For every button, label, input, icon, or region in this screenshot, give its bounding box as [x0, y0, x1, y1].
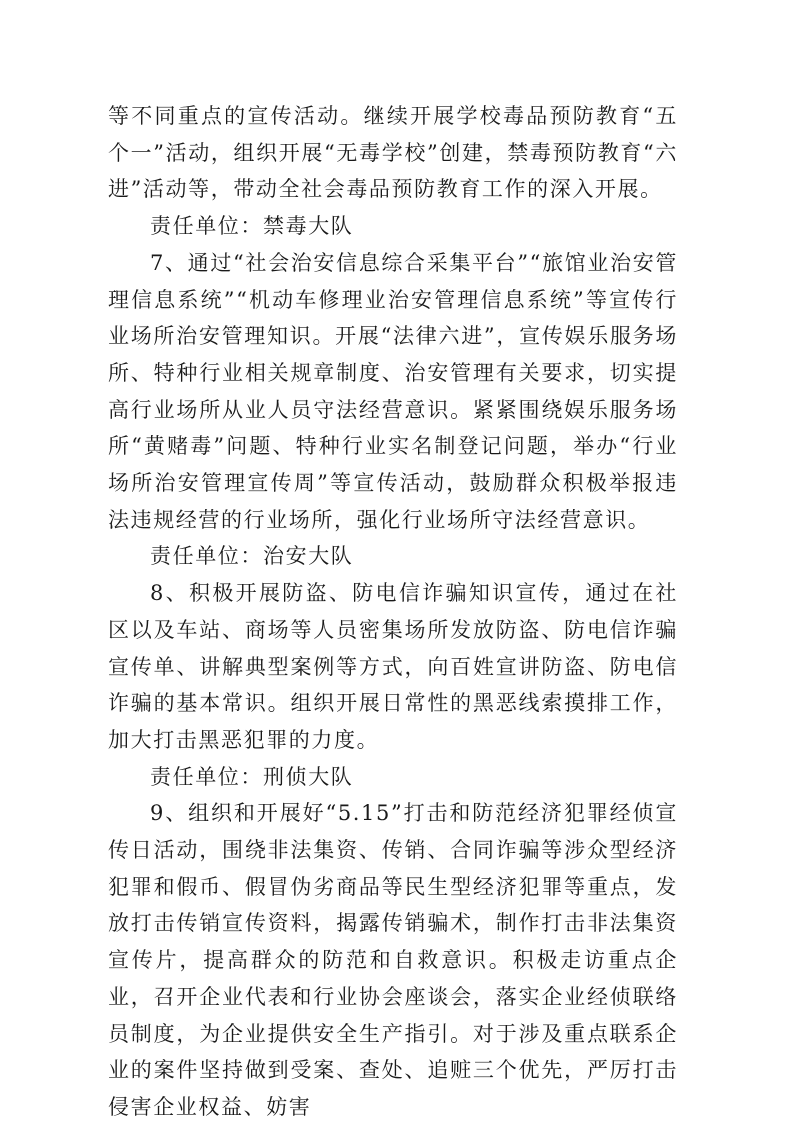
paragraph-prevention-education: 等不同重点的宣传活动。继续开展学校毒品预防教育“五个一”活动，组织开展“无毒学校”创建，禁毒预防教育“六进”活动等，带动全社会毒品预防教育工作的深入开展。 — [108, 104, 678, 202]
paragraph-item-7: 7、通过“社会治安信息综合采集平台”“旅馆业治安管理信息系统”“机动车修理业治安管理信息系统”等宣传行业场所治安管理知识。开展“法律六进”，宣传娱乐服务场所、特种行业相关规章制度、治安管理有关要求，切实提高行业场所从业人员守法经营意识。紧紧围绕娱乐服务场所“黄赌毒”问题、特种行业实名制登记问题，举办“行业场所治安管理宣传周”等宣传活动，鼓励群众积极举报违法违规经营的行业场所，强化行业场所守法经营意识。 — [108, 250, 678, 532]
responsible-unit-criminal-investigation: 责任单位：刑侦大队 — [150, 764, 354, 789]
responsible-unit-antidrug: 责任单位：禁毒大队 — [150, 214, 354, 239]
paragraph-item-9: 9、组织和开展好“5.15”打击和防范经济犯罪经侦宣传日活动，围绕非法集资、传销、合同诈骗等涉众型经济犯罪和假币、假冒伪劣商品等民生型经济犯罪等重点，发放打击传销宣传资料，揭露传销骗术，制作打击非法集资宣传片，提高群众的防范和自救意识。积极走访重点企业，召开企业代表和行业协会座谈会，落实企业经侦联络员制度，为企业提供安全生产指引。对于涉及重点联系企业的案件坚持做到受案、查处、追赃三个优先，严厉打击侵害企业权益、妨害 — [108, 801, 678, 1119]
responsible-unit-public-security: 责任单位：治安大队 — [150, 544, 354, 569]
paragraph-item-8: 8、积极开展防盗、防电信诈骗知识宣传，通过在社区以及车站、商场等人员密集场所发放防盗、防电信诈骗宣传单、讲解典型案例等方式，向百姓宣讲防盗、防电信诈骗的基本常识。组织开展日常性的黑恶线索摸排工作，加大打击黑恶犯罪的力度。 — [108, 581, 678, 752]
document-body — [108, 98, 678, 1126]
